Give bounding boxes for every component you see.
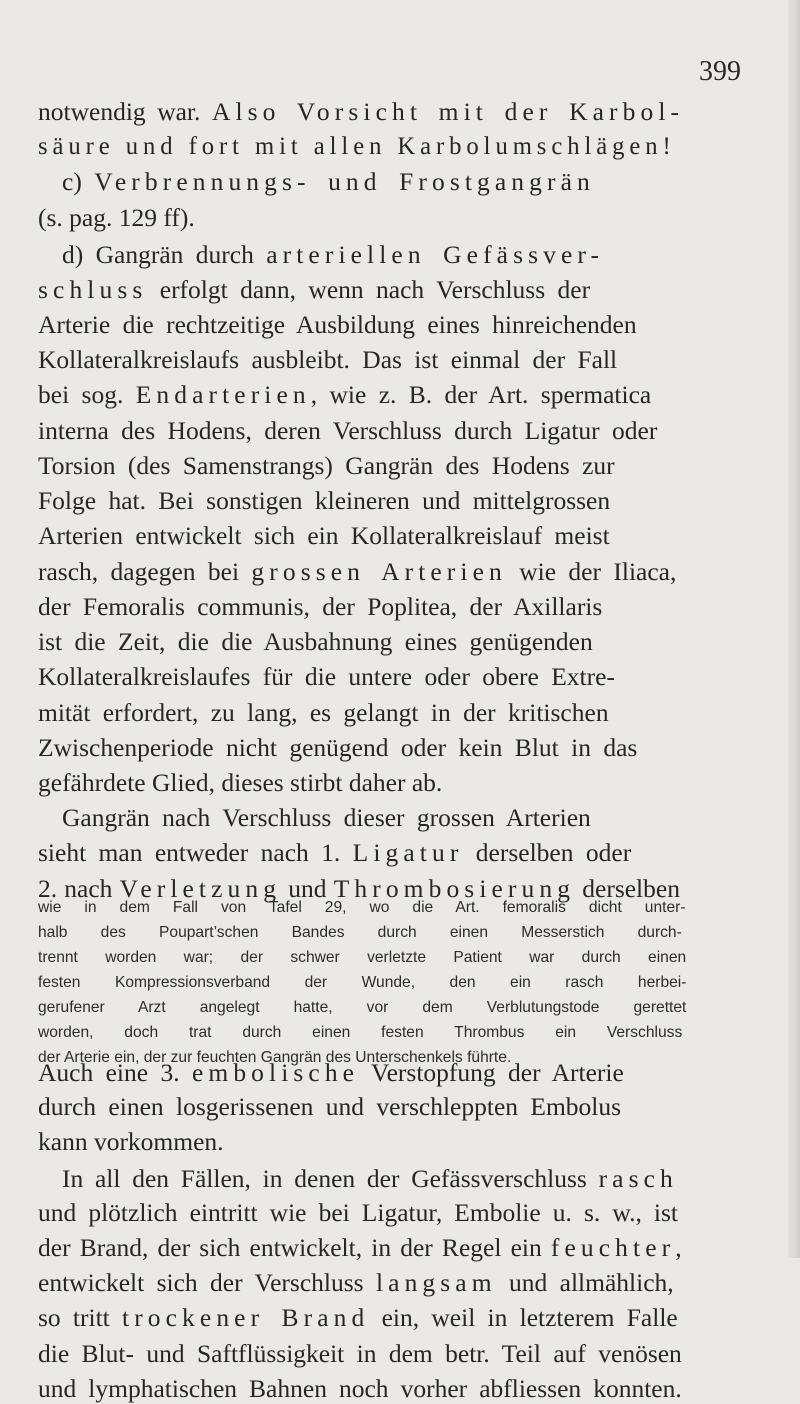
- text-line: [38, 1058, 624, 1088]
- text-line: [38, 627, 593, 657]
- small-print-line: wie in dem Fall von Tafel 29, wo die Art. femoralis dicht unter-: [38, 899, 686, 916]
- text-span: und allmählich,: [496, 1268, 674, 1297]
- text-span: ist die Zeit, die die Ausbahnung eines genügenden: [38, 627, 593, 656]
- emphasized-text: embolische: [191, 1058, 360, 1087]
- text-span: sieht man entweder nach 1.: [38, 838, 353, 867]
- text-line: [38, 521, 610, 551]
- text-line: [38, 768, 442, 798]
- text-line: [38, 1198, 678, 1228]
- text-span: wie der Iliaca,: [506, 557, 677, 586]
- text-span: interna des Hodens, deren Verschluss durch Ligatur oder: [38, 416, 658, 445]
- small-print-line: trennt worden war; der schwer verletzte Patient war durch einen: [38, 949, 687, 966]
- small-print-line: worden, doch trat durch einen festen Thrombus ein Verschluss: [38, 1024, 683, 1041]
- page-number: 399: [699, 56, 741, 87]
- emphasized-text: Endarterien: [135, 380, 311, 409]
- text-line: [38, 1303, 678, 1333]
- text-span: Auch eine 3.: [38, 1058, 192, 1087]
- text-line: [38, 131, 676, 161]
- text-line: [38, 275, 590, 305]
- text-line: [38, 1233, 682, 1263]
- text-line: [38, 1374, 682, 1404]
- text-line: [38, 310, 637, 340]
- text-span: notwendig war.: [38, 97, 212, 126]
- text-line: [38, 451, 615, 481]
- emphasized-text: Ligatur: [352, 838, 464, 867]
- text-span: und plötzlich eintritt wie bei Ligatur, Embolie u. s. w., ist: [38, 1198, 679, 1227]
- text-line: [38, 345, 617, 375]
- text-line: [38, 698, 609, 728]
- text-line: [38, 486, 610, 516]
- text-line: [38, 592, 602, 622]
- text-span: bei sog.: [38, 380, 136, 409]
- text-span: Arterie die rechtzeitige Ausbildung eines hinreichenden: [38, 310, 637, 339]
- text-span: gefährdete Glied, dieses stirbt daher ab.: [38, 768, 443, 797]
- emphasized-text: Verletzung: [119, 874, 282, 903]
- text-line: [38, 1339, 682, 1369]
- text-span: Torsion (des Samenstrangs) Gangrän des Hodens zur: [38, 451, 615, 480]
- text-span: der Femoralis communis, der Poplitea, der Axillaris: [38, 592, 603, 621]
- text-span: entwickelt sich der Verschluss: [38, 1268, 376, 1297]
- text-span: (s. pag. 129 ff).: [38, 203, 195, 232]
- text-span: , wie z. B. der Art. spermatica: [310, 380, 652, 409]
- text-span: Gangrän nach Verschluss dieser grossen Arterien: [62, 803, 591, 832]
- text-span: Kollateralkreislaufes für die untere oder obere Extre-: [38, 662, 615, 691]
- text-span: d) Gangrän durch: [62, 240, 267, 269]
- text-span: Verstopfung der Arterie: [359, 1058, 624, 1087]
- text-line: [38, 1092, 621, 1122]
- text-span: und lymphatischen Bahnen noch vorher abfliessen konnten.: [38, 1374, 682, 1403]
- text-span: derselben oder: [463, 838, 632, 867]
- small-print-line: gerufener Arzt angelegt hatte, vor dem Verblutungstode gerettet: [38, 999, 687, 1016]
- text-line: [38, 1268, 674, 1298]
- small-print-line: festen Kompressionsverband der Wunde, den ein rasch herbei-: [38, 974, 687, 991]
- small-print-line: halb des Poupart’schen Bandes durch einen Messerstich durch-: [38, 924, 682, 941]
- text-span: c): [62, 167, 95, 196]
- emphasized-text: Thrombosierung: [333, 874, 576, 903]
- text-span: kann vorkommen.: [38, 1127, 224, 1156]
- text-span: der Brand, der sich entwickelt, in der Regel ein: [38, 1233, 551, 1262]
- emphasized-text: langsam: [375, 1268, 497, 1297]
- text-span: derselben: [575, 874, 680, 903]
- page-edge: [788, 0, 800, 1258]
- text-span: Zwischenperiode nicht genügend oder kein Blut in das: [38, 733, 638, 762]
- text-span: erfolgt dann, wenn nach Verschluss der: [147, 275, 591, 304]
- text-line: [38, 203, 195, 233]
- text-line: [38, 838, 631, 868]
- emphasized-text: schluss: [38, 275, 148, 304]
- text-line: [62, 1164, 678, 1194]
- emphasized-text: Verbrennungs- und Frostgangrän: [94, 167, 595, 196]
- emphasized-text: feuchter: [550, 1233, 676, 1262]
- emphasized-text: arteriellen Gefässver-: [266, 240, 605, 269]
- text-span: die Blut- und Saftflüssigkeit in dem betr. Teil auf venösen: [38, 1339, 682, 1368]
- emphasized-text: grossen Arterien: [251, 557, 507, 586]
- emphasized-text: trockener Brand: [122, 1303, 370, 1332]
- text-span: Folge hat. Bei sonstigen kleineren und mittelgrossen: [38, 486, 611, 515]
- text-line: [38, 733, 637, 763]
- emphasized-text: Also Vorsicht mit der Karbol-: [211, 97, 685, 126]
- text-line: [38, 557, 676, 587]
- text-line: [38, 1127, 224, 1157]
- text-span: ,: [675, 1233, 682, 1262]
- text-span: Kollateralkreislaufs ausbleibt. Das ist einmal der Fall: [38, 345, 618, 374]
- text-span: In all den Fällen, in denen der Gefässverschluss: [62, 1164, 599, 1193]
- text-span: mität erfordert, zu lang, es gelangt in der kritischen: [38, 698, 609, 727]
- text-line: [62, 803, 591, 833]
- text-line: [38, 97, 684, 127]
- emphasized-text: rasch: [598, 1164, 678, 1193]
- text-span: ein, weil in letzterem Falle: [369, 1303, 678, 1332]
- text-span: durch einen losgerissenen und verschleppten Embolus: [38, 1092, 622, 1121]
- text-span: rasch, dagegen bei: [38, 557, 252, 586]
- text-span: 2. nach: [38, 874, 120, 903]
- text-span: Arterien entwickelt sich ein Kollateralkreislauf meist: [38, 521, 610, 550]
- small-print-line: der Arterie ein, der zur feuchten Gangrän des Unterschenkels führte.: [38, 1049, 512, 1066]
- text-line: [38, 662, 615, 692]
- text-line: [62, 240, 604, 270]
- text-span: und: [281, 874, 334, 903]
- emphasized-text: säure und fort mit allen Karbolumschlägen!: [38, 131, 676, 160]
- text-line: [38, 416, 657, 446]
- text-line: [38, 380, 651, 410]
- text-line: [62, 167, 595, 197]
- text-span: so tritt: [38, 1303, 123, 1332]
